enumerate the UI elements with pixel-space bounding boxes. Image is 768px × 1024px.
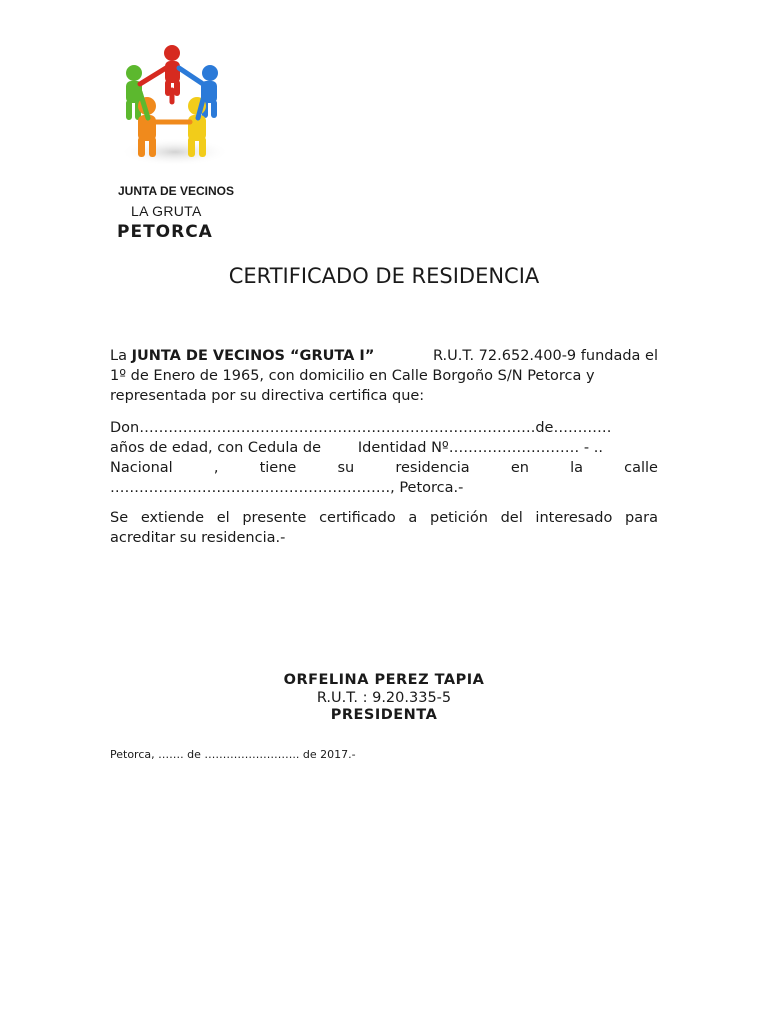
intro-line2: 1º de Enero de 1965, con domicilio en Calle Borgoño S/N Petorca y — [110, 368, 595, 384]
word: Se — [110, 510, 129, 526]
word: calle — [624, 460, 658, 476]
intro-line1 — [110, 346, 658, 366]
fill-in-paragraph — [110, 418, 658, 498]
intro-paragraph — [110, 346, 658, 406]
word: la — [570, 460, 583, 476]
purpose-line2: acreditar su residencia.- — [110, 530, 286, 546]
word: el — [216, 510, 230, 526]
org-name-line2: LA GRUTA — [131, 203, 202, 219]
word: certificado — [319, 510, 396, 526]
org-name-line3: PETORCA — [117, 222, 213, 242]
word: del — [500, 510, 523, 526]
fill-line2: años de edad, con Cedula de Identidad Nº……………………… - .. — [110, 440, 603, 456]
signatory-role: PRESIDENTA — [330, 707, 438, 723]
word: a — [408, 510, 418, 526]
word: petición — [429, 510, 488, 526]
word: Nacional — [110, 460, 173, 476]
word: residencia — [395, 460, 470, 476]
word: , — [213, 460, 219, 476]
signatory-name: ORFELINA PEREZ TAPIA — [283, 672, 485, 688]
date-line: Petorca, ……. de …………………….. de 2017.- — [110, 748, 356, 761]
intro-line3: representada por su directiva certifica que: — [110, 388, 425, 404]
intro-rest: R.U.T. 72.652.400-9 fundada el — [432, 348, 658, 364]
word: tiene — [259, 460, 297, 476]
people-circle-logo-icon — [110, 40, 240, 175]
word: su — [337, 460, 355, 476]
word: interesado — [535, 510, 613, 526]
word: para — [625, 510, 658, 526]
signatory-rut: R.U.T. : 9.20.335-5 — [316, 690, 452, 706]
org-name-line1: JUNTA DE VECINOS — [118, 184, 235, 198]
fill-line1: Don……………………………………………………………………….de………… — [110, 420, 612, 436]
purpose-paragraph — [110, 508, 658, 548]
word: en — [510, 460, 529, 476]
fill-line3 — [110, 458, 658, 478]
fill-line4: …………………………………………………., Petorca.- — [110, 480, 464, 496]
document-title: CERTIFICADO DE RESIDENCIA — [228, 264, 540, 288]
word: extiende — [140, 510, 205, 526]
org-bold-name: JUNTA DE VECINOS “GRUTA I” — [131, 348, 375, 364]
word: presente — [242, 510, 307, 526]
intro-prefix: La — [110, 348, 127, 364]
purpose-line1 — [110, 508, 658, 528]
